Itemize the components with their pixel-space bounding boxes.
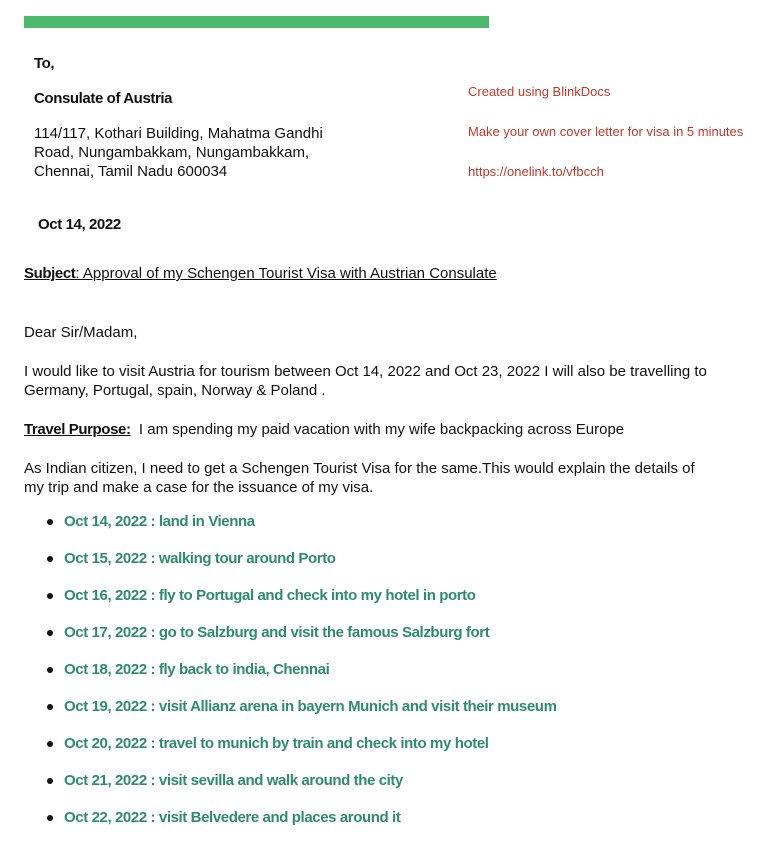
- itinerary-item: Oct 14, 2022 : land in Vienna: [24, 509, 557, 546]
- citizen-paragraph: As Indian citizen, I need to get a Schengen Tourist Visa for the same.This would explain the details of my trip and make a case for the issuance of my visa.: [24, 460, 695, 496]
- itinerary-item: Oct 21, 2022 : visit sevilla and walk around the city: [24, 768, 557, 805]
- itinerary-list: [24, 509, 557, 842]
- header-accent-bar: [24, 16, 489, 28]
- travel-purpose: [24, 420, 739, 439]
- subject-label: Subject: [24, 265, 76, 282]
- promo-link[interactable]: https://onelink.to/vfbcch: [468, 164, 604, 179]
- subject-text: : Approval of my Schengen Tourist Visa with Austrian Consulate: [75, 265, 497, 282]
- subject-line: [24, 264, 739, 283]
- promo-created-using: Created using BlinkDocs: [468, 84, 611, 99]
- itinerary-item: Oct 15, 2022 : walking tour around Porto: [24, 546, 557, 583]
- itinerary-item: Oct 22, 2022 : visit Belvedere and places around it: [24, 805, 557, 842]
- promo-tagline: Make your own cover letter for visa in 5 minutes: [468, 124, 744, 139]
- recipient-name: Consulate of Austria: [34, 90, 173, 107]
- itinerary-item: Oct 17, 2022 : go to Salzburg and visit the famous Salzburg fort: [24, 620, 557, 657]
- travel-purpose-text: I am spending my paid vacation with my wife backpacking across Europe: [138, 421, 625, 438]
- itinerary-item: Oct 19, 2022 : visit Allianz arena in bayern Munich and visit their museum: [24, 694, 557, 731]
- letter-date: Oct 14, 2022: [38, 216, 121, 233]
- to-label: To,: [34, 55, 55, 72]
- visit-paragraph: I would like to visit Austria for tourism between Oct 14, 2022 and Oct 23, 2022 I will also be travelling to Germany, Portugal, spain, Norway & Poland .: [24, 363, 707, 399]
- itinerary-item: Oct 20, 2022 : travel to munich by train and check into my hotel: [24, 731, 557, 768]
- travel-purpose-label: Travel Purpose:: [24, 421, 131, 438]
- recipient-address: 114/117, Kothari Building, Mahatma Gandhi Road, Nungambakkam, Nungambakkam, Chennai, Tamil Nadu 600034: [34, 125, 323, 180]
- itinerary-item: Oct 18, 2022 : fly back to india, Chennai: [24, 657, 557, 694]
- itinerary-item: Oct 16, 2022 : fly to Portugal and check into my hotel in porto: [24, 583, 557, 620]
- salutation: Dear Sir/Madam,: [24, 324, 138, 341]
